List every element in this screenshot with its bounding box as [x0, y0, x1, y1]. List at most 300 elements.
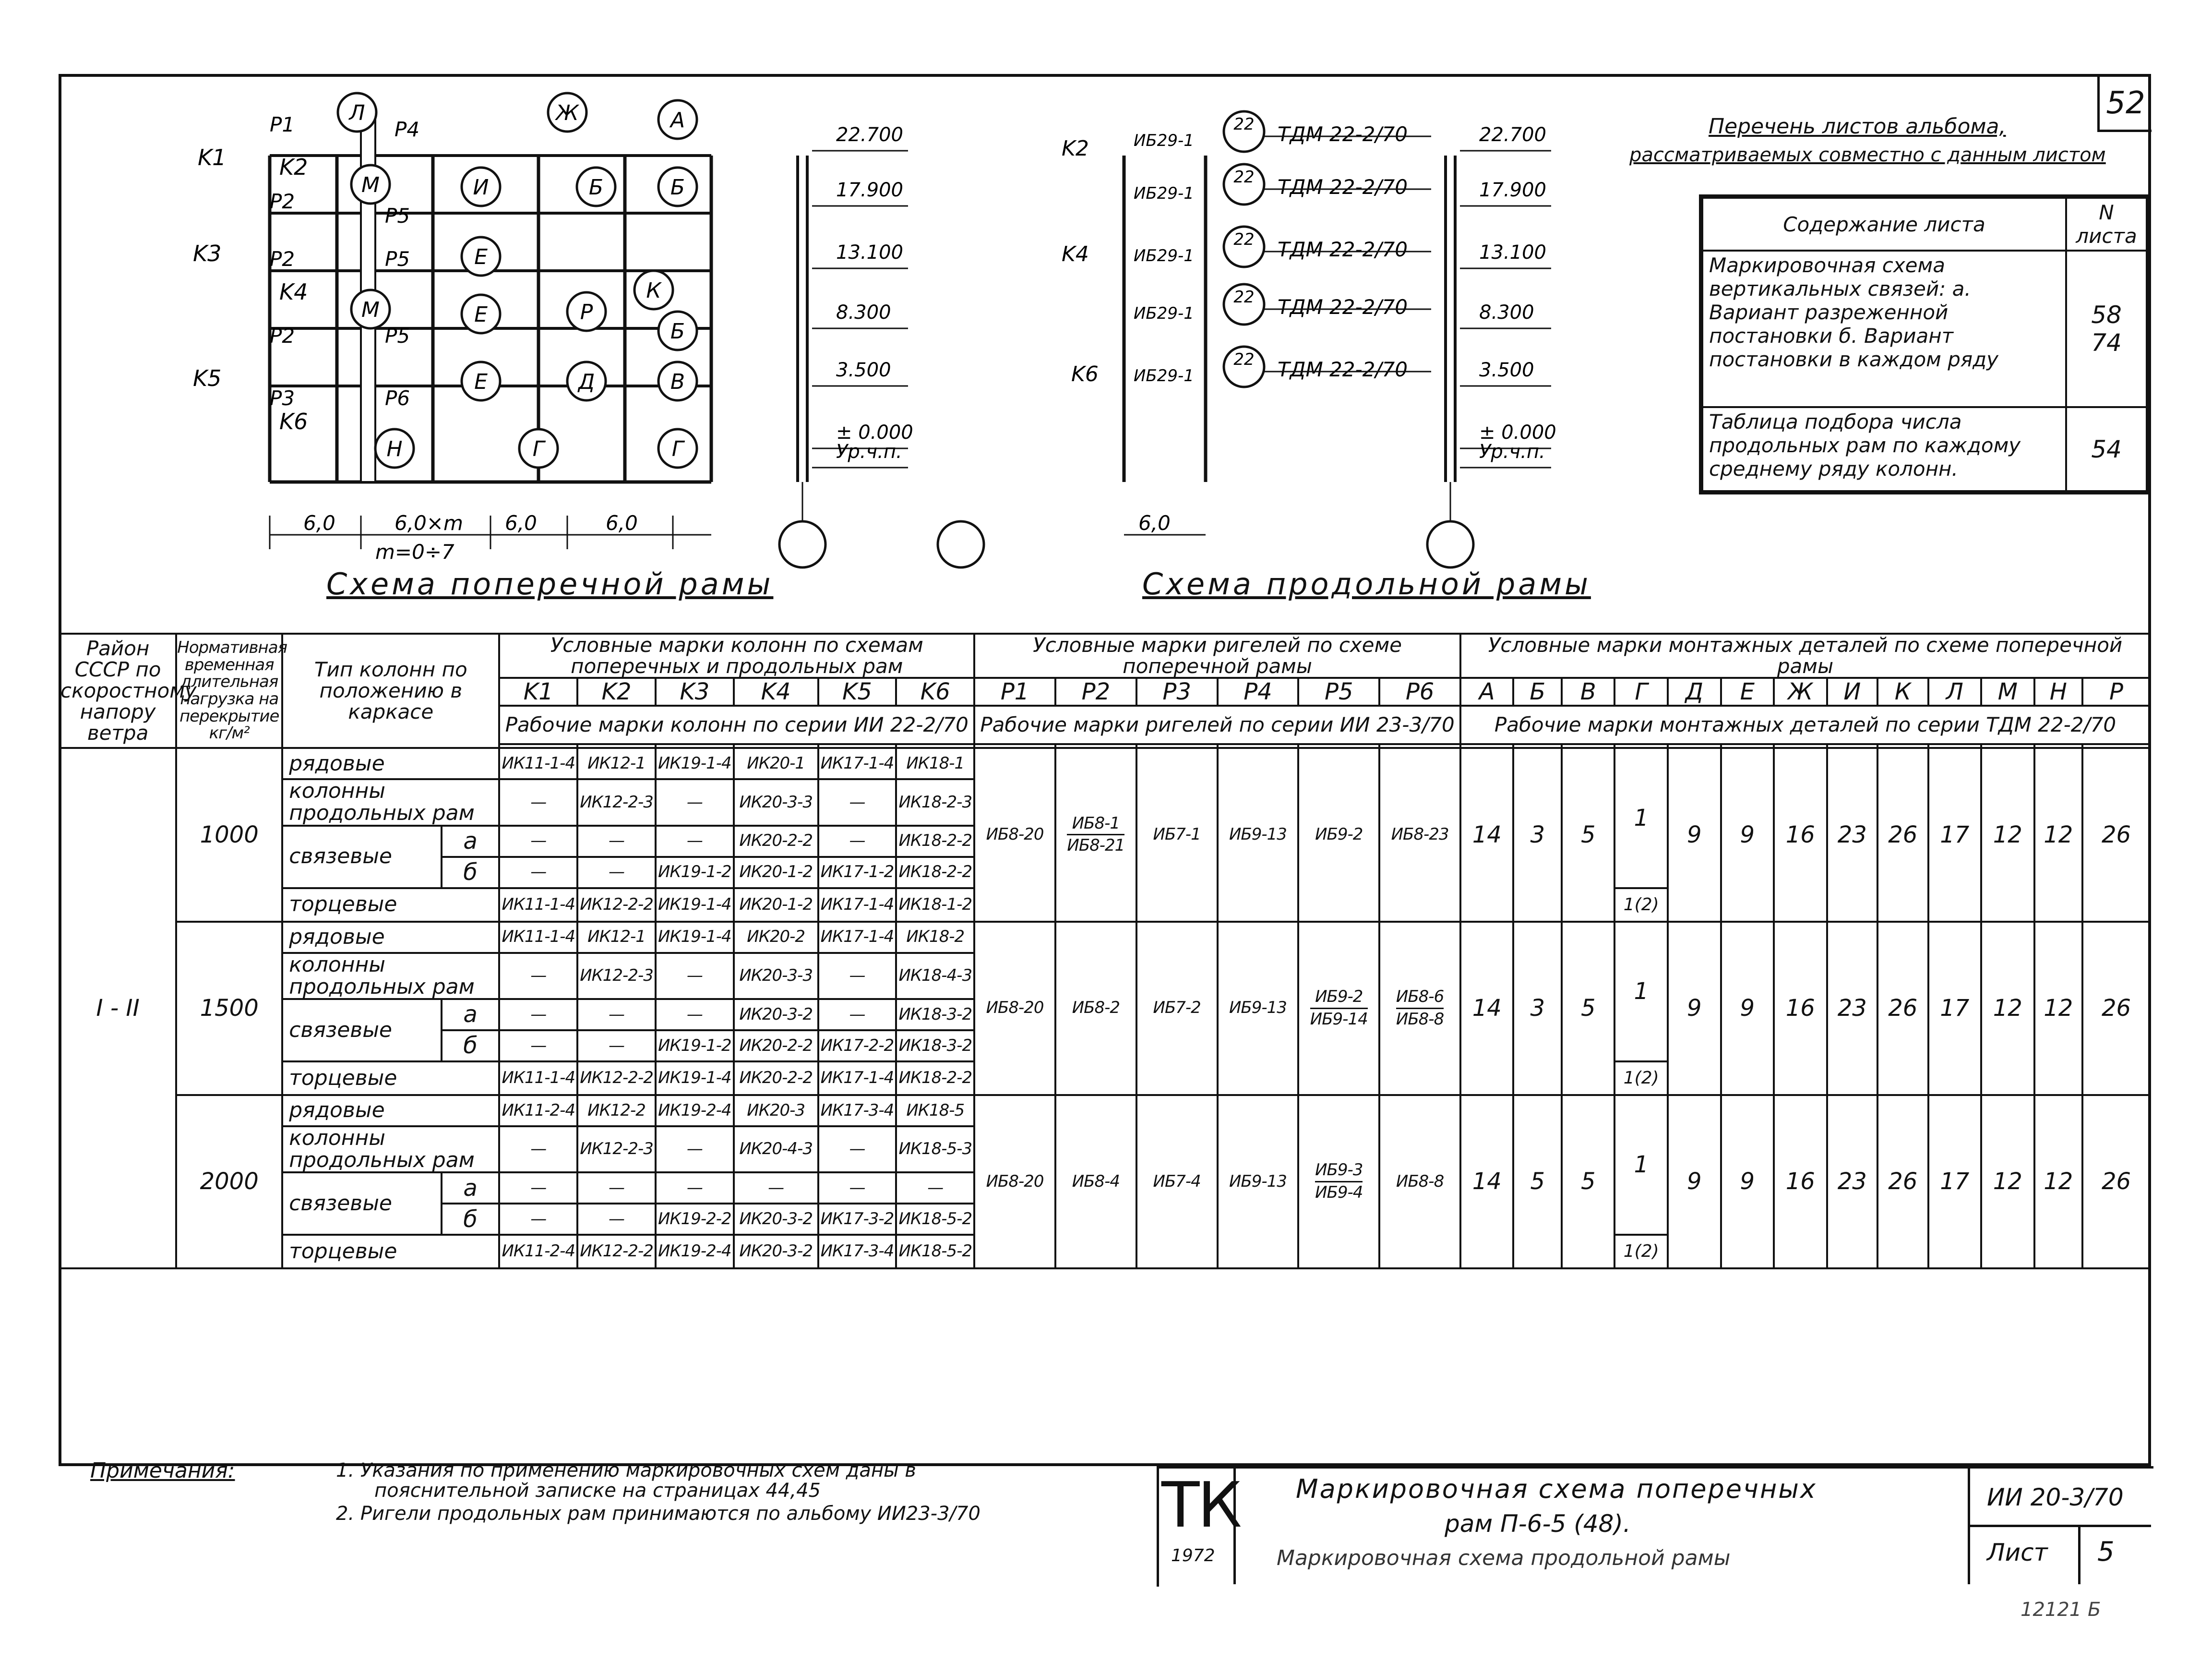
det-mark-cell: 26	[1877, 748, 1928, 921]
column-label-1: K2	[279, 154, 308, 180]
col-mark-cell: ИК19-1-2	[656, 1030, 734, 1061]
type-end: торцевые	[282, 1235, 499, 1268]
dimension-value-3: 6,0	[606, 511, 638, 535]
long-detail-num-2: 22	[1233, 230, 1255, 249]
beam-mark-cell: ИБ8-4	[1055, 1095, 1136, 1268]
det-key-4: Д	[1668, 678, 1721, 706]
beam-mark-cell: ИБ8-20	[974, 748, 1055, 921]
beam-mark-cell: ИБ8-20	[974, 1095, 1055, 1268]
load-1000: 1000	[176, 748, 282, 921]
spacer-cell	[1827, 744, 1878, 748]
det-key-9: Л	[1928, 678, 1982, 706]
beam-mark-denominator: ИБ9-4	[1315, 1183, 1363, 1203]
header-det-series: Рабочие марки монтажных деталей по серии ТДМ 22-2/70	[1460, 706, 2150, 744]
sheet-list-row-1-text: Маркировочная схема вертикальных связей: а. Вариант разреженной постановки б. Вариант постановки в каждом ряду	[1702, 251, 2066, 407]
det-mark-cell: 12	[1981, 922, 2034, 1095]
dimension-value-1: 6,0×m	[395, 511, 463, 535]
col-mark-cell: ИК12-2-3	[577, 953, 656, 999]
det-mark-cell: 26	[2082, 922, 2150, 1095]
transverse-elev-axis-circle	[779, 521, 825, 567]
col-mark-cell: ИК18-1	[896, 748, 974, 779]
beam-key-0: P1	[974, 678, 1055, 706]
det-mark-cell: 16	[1774, 748, 1827, 921]
beam-mark-cell: ИБ7-4	[1136, 1095, 1218, 1268]
det-mark-cell: 14	[1460, 1095, 1514, 1268]
rafter-label-5: P5	[385, 247, 410, 271]
long-column-label-0: K2	[1062, 136, 1089, 161]
det-key-6: Ж	[1774, 678, 1827, 706]
long-elev-axis-circle	[1427, 521, 1473, 567]
col-mark-cell: ИК19-1-4	[656, 922, 734, 953]
beam-mark-cell: ИБ8-8	[1379, 1095, 1460, 1268]
col-mark-cell: ИК17-1-4	[818, 888, 897, 922]
col-mark-cell: —	[818, 826, 897, 857]
det-mark-cell: 9	[1721, 748, 1774, 921]
transverse-axis-circle-2	[938, 521, 984, 567]
stamp-sheet-number: 5	[2097, 1536, 2115, 1567]
det-mark-cell: 16	[1774, 922, 1827, 1095]
beam-mark-cell: ИБ7-1	[1136, 748, 1218, 921]
beam-mark-denominator: ИБ8-8	[1396, 1009, 1444, 1029]
col-mark-cell: —	[577, 857, 656, 888]
sheet-list-col-content: Содержание листа	[1702, 198, 2066, 251]
det-mark-cell: 9	[1721, 922, 1774, 1095]
col-mark-cell: ИК12-2-3	[577, 779, 656, 825]
spacer-cell	[1218, 744, 1299, 748]
long-detail-num-4: 22	[1233, 350, 1255, 369]
col-mark-cell: ИК19-2-4	[656, 1095, 734, 1126]
detail-circle-label-15: Д	[578, 370, 595, 394]
col-key-0: K1	[499, 678, 577, 706]
det-key-7: И	[1827, 678, 1878, 706]
det-mark-cell: 5	[1513, 1095, 1561, 1268]
spacer-cell	[1721, 744, 1774, 748]
col-mark-cell: —	[499, 1172, 577, 1204]
type-row: рядовые	[282, 748, 499, 779]
det-mark-cell: 17	[1928, 1095, 1982, 1268]
type-tie: связевые	[282, 1172, 442, 1235]
tk-logo: ТК	[1161, 1469, 1240, 1542]
stamp-title-3: Маркировочная схема продольной рамы	[1277, 1546, 1731, 1570]
corner-sheet-number: 52	[2097, 77, 2152, 132]
rafter-label-1: P4	[395, 118, 420, 141]
long-dimension-value: 6,0	[1138, 511, 1171, 535]
beam-mark-numerator: ИБ8-6	[1396, 988, 1444, 1009]
transverse-elev-level-3: 8.300	[836, 301, 891, 324]
spacer-cell	[1774, 744, 1827, 748]
column-label-0: K1	[198, 145, 227, 170]
beam-mark-denominator: ИБ8-21	[1067, 836, 1125, 855]
det-mark-cell: 5	[1562, 1095, 1615, 1268]
beam-mark-cell: ИБ8-20	[974, 922, 1055, 1095]
spacer-cell	[734, 744, 818, 748]
stamp-year: 1972	[1171, 1546, 1215, 1566]
beam-key-2: P3	[1136, 678, 1218, 706]
det-mark-cell: 26	[2082, 1095, 2150, 1268]
det-mark-cell: 17	[1928, 748, 1982, 921]
det-key-1: Б	[1513, 678, 1561, 706]
detail-circle-label-12: К	[646, 278, 661, 303]
long-detail-label-1: ТДМ 22-2/70	[1278, 175, 1408, 199]
beam-mark-cell: ИБ9-13	[1218, 748, 1299, 921]
transverse-elev-level-0: 22.700	[836, 124, 903, 146]
stamp-divider-3	[1968, 1525, 2151, 1527]
det-mark-cell: 17	[1928, 922, 1982, 1095]
col-mark-cell: ИК19-2-4	[656, 1235, 734, 1268]
col-mark-cell: ИК19-1-4	[656, 888, 734, 922]
col-mark-cell: ИК18-1-2	[896, 888, 974, 922]
detail-circle-label-1: М	[361, 173, 380, 197]
header-beam-marks: Условные марки ригелей по схеме поперечной рамы	[974, 634, 1460, 678]
type-tie: связевые	[282, 999, 442, 1061]
col-mark-cell: ИК12-1	[577, 748, 656, 779]
beam-mark-denominator: ИБ9-14	[1310, 1009, 1368, 1029]
transverse-elev-level-2: 13.100	[836, 241, 903, 264]
detail-circle-label-14: Е	[474, 370, 488, 394]
det-mark-cell: 1	[1614, 922, 1668, 1061]
col-mark-cell: —	[577, 1204, 656, 1235]
caption-transverse: Схема поперечной рамы	[326, 566, 774, 602]
column-label-3: K4	[279, 279, 308, 305]
col-key-5: K6	[896, 678, 974, 706]
detail-circle-label-9: Б	[670, 175, 685, 200]
col-mark-cell: —	[896, 1172, 974, 1204]
col-key-1: K2	[577, 678, 656, 706]
beam-mark-cell: ИБ7-2	[1136, 922, 1218, 1095]
stamp-title-2: рам П-6-5 (48).	[1445, 1510, 1631, 1538]
col-mark-cell: —	[818, 999, 897, 1030]
beam-key-3: P4	[1218, 678, 1299, 706]
col-mark-cell: ИК12-2	[577, 1095, 656, 1126]
det-key-0: А	[1460, 678, 1514, 706]
col-mark-cell: ИК20-1-2	[734, 857, 818, 888]
det-mark-cell: 3	[1513, 922, 1561, 1095]
load-2000: 2000	[176, 1095, 282, 1268]
det-key-12: Р	[2082, 678, 2150, 706]
col-mark-cell: ИК18-5	[896, 1095, 974, 1126]
col-mark-cell: ИК18-3-2	[896, 999, 974, 1030]
col-mark-cell: ИК17-1-4	[818, 922, 897, 953]
long-elev-level-1: 17.900	[1479, 179, 1546, 201]
column-label-2: K3	[193, 241, 222, 266]
col-mark-cell: ИК17-2-2	[818, 1030, 897, 1061]
type-tie-a: а	[442, 826, 500, 857]
beam-mark-cell: ИБ9-13	[1218, 1095, 1299, 1268]
det-key-8: К	[1877, 678, 1928, 706]
g-note-cell: 1(2)	[1614, 888, 1668, 922]
col-mark-cell: ИК20-2-2	[734, 1061, 818, 1095]
det-mark-cell: 9	[1668, 922, 1721, 1095]
note-1-line-2: пояснительной записке на страницах 44,45	[374, 1480, 821, 1502]
spacer-cell	[1562, 744, 1615, 748]
spacer-cell	[2034, 744, 2082, 748]
longitudinal-frame-scheme	[1062, 111, 1556, 567]
col-mark-cell: ИК18-2-2	[896, 857, 974, 888]
det-mark-cell: 14	[1460, 922, 1514, 1095]
long-beam-label-3: ИБ29-1	[1134, 304, 1194, 323]
spacer-cell	[1877, 744, 1928, 748]
det-mark-cell: 3	[1513, 748, 1561, 921]
det-mark-cell: 12	[2034, 922, 2082, 1095]
note-2: 2. Ригели продольных рам принимаются по альбому ИИ23-3/70	[336, 1503, 980, 1525]
spacer-cell	[1981, 744, 2034, 748]
col-mark-cell: ИК17-3-4	[818, 1095, 897, 1126]
stamp-divider-4	[2078, 1525, 2080, 1584]
col-mark-cell: —	[499, 857, 577, 888]
det-mark-cell: 9	[1668, 1095, 1721, 1268]
type-tie-a: а	[442, 1172, 500, 1204]
spacer-cell	[1614, 744, 1668, 748]
long-detail-label-4: ТДМ 22-2/70	[1278, 358, 1408, 381]
stamp-sheet-label: Лист	[1987, 1539, 2048, 1566]
long-column-label-2: K6	[1071, 362, 1099, 386]
col-mark-cell: ИК11-2-4	[499, 1095, 577, 1126]
col-mark-cell: ИК17-3-4	[818, 1235, 897, 1268]
rafter-label-4: P2	[270, 247, 295, 271]
beam-key-4: P5	[1298, 678, 1379, 706]
col-mark-cell: —	[499, 1126, 577, 1172]
beam-mark-cell: ИБ9-13	[1218, 922, 1299, 1095]
detail-circle-label-16: В	[670, 370, 685, 394]
rafter-label-0: P1	[270, 113, 295, 136]
spacer-cell	[1513, 744, 1561, 748]
beam-mark-numerator: ИБ9-2	[1310, 988, 1368, 1009]
transverse-elev-level-6: Ур.ч.п.	[836, 441, 902, 463]
col-mark-cell: ИК17-1-4	[818, 1061, 897, 1095]
beam-mark-cell	[1298, 1095, 1379, 1268]
det-mark-cell: 1	[1614, 1095, 1668, 1235]
col-mark-cell: ИК11-2-4	[499, 1235, 577, 1268]
det-mark-cell: 16	[1774, 1095, 1827, 1268]
sheet-list-table	[1699, 194, 2150, 494]
col-mark-cell: —	[818, 1126, 897, 1172]
det-mark-cell: 12	[1981, 1095, 2034, 1268]
detail-circle-label-10: Е	[474, 302, 488, 327]
col-mark-cell: —	[499, 826, 577, 857]
spacer-cell	[1055, 744, 1136, 748]
transverse-frame-scheme	[193, 93, 984, 567]
load-1500: 1500	[176, 922, 282, 1095]
detail-circle-label-13: Б	[670, 319, 685, 344]
col-mark-cell: ИК11-1-4	[499, 888, 577, 922]
col-mark-cell: —	[499, 953, 577, 999]
spacer-cell	[1379, 744, 1460, 748]
stamp-title-1: Маркировочная схема поперечных	[1296, 1474, 1817, 1504]
col-mark-cell: —	[656, 826, 734, 857]
stamp-series: ИИ 20-3/70	[1987, 1483, 2124, 1511]
sheet-list-row-2-num: 54	[2066, 407, 2147, 491]
beam-mark-numerator: ИБ9-3	[1315, 1162, 1363, 1182]
long-beam-label-2: ИБ29-1	[1134, 246, 1194, 265]
detail-circle-label-4: Ж	[556, 101, 579, 125]
col-mark-cell: —	[656, 999, 734, 1030]
det-mark-cell: 23	[1827, 748, 1878, 921]
col-mark-cell: ИК20-3-2	[734, 1204, 818, 1235]
transverse-elev-level-5: ± 0.000	[836, 422, 913, 444]
detail-circle-label-3: Н	[386, 437, 403, 461]
marking-table	[59, 633, 2151, 1269]
type-end: торцевые	[282, 888, 499, 922]
col-mark-cell: ИК18-2-2	[896, 826, 974, 857]
col-mark-cell: ИК18-2-3	[896, 779, 974, 825]
sheet-list-row-1-num: 58 74	[2066, 251, 2147, 407]
col-mark-cell: ИК20-1-2	[734, 888, 818, 922]
type-end: торцевые	[282, 1061, 499, 1095]
long-detail-num-1: 22	[1233, 168, 1255, 187]
col-mark-cell: ИК20-1	[734, 748, 818, 779]
col-key-4: K5	[818, 678, 897, 706]
beam-mark-cell	[1298, 922, 1379, 1095]
long-beam-label-0: ИБ29-1	[1134, 131, 1194, 150]
det-mark-cell: 26	[1877, 922, 1928, 1095]
header-det-marks: Условные марки монтажных деталей по схеме поперечной рамы	[1460, 634, 2150, 678]
col-mark-cell: —	[656, 1126, 734, 1172]
long-elev-level-4: 3.500	[1479, 359, 1534, 381]
detail-circle-label-8: Е	[474, 245, 488, 269]
detail-circle-label-6: И	[473, 175, 489, 200]
long-column-label-1: K4	[1062, 242, 1089, 266]
type-long: колонны продольных рам	[282, 779, 499, 825]
long-detail-label-2: ТДМ 22-2/70	[1278, 238, 1408, 261]
g-note-cell: 1(2)	[1614, 1235, 1668, 1268]
spacer-cell	[1136, 744, 1218, 748]
type-tie-b: б	[442, 857, 500, 888]
col-mark-cell: —	[818, 779, 897, 825]
col-mark-cell: ИК11-1-4	[499, 1061, 577, 1095]
spacer-cell	[656, 744, 734, 748]
col-mark-cell: ИК20-2	[734, 922, 818, 953]
long-detail-label-0: ТДМ 22-2/70	[1278, 122, 1408, 146]
long-detail-label-3: ТДМ 22-2/70	[1278, 295, 1408, 319]
caption-longitudinal: Схема продольной рамы	[1142, 566, 1591, 602]
spacer-cell	[1928, 744, 1982, 748]
col-mark-cell: —	[656, 1172, 734, 1204]
header-load: Нормативная временная длительная нагрузка на перекрытие кг/м²	[176, 634, 282, 748]
det-key-5: Е	[1721, 678, 1774, 706]
det-key-11: Н	[2034, 678, 2082, 706]
column-label-5: K6	[279, 409, 308, 434]
col-mark-cell: ИК12-2-3	[577, 1126, 656, 1172]
rafter-label-9: P6	[385, 386, 410, 410]
col-mark-cell: ИК18-4-3	[896, 953, 974, 999]
header-col-series: Рабочие марки колонн по серии ИИ 22-2/70	[499, 706, 974, 744]
col-key-2: K3	[656, 678, 734, 706]
beam-key-1: P2	[1055, 678, 1136, 706]
rafter-label-7: P5	[385, 324, 410, 348]
detail-circle-label-17: Г	[532, 437, 545, 461]
col-mark-cell: ИК19-1-4	[656, 1061, 734, 1095]
detail-circle-label-7: Б	[588, 175, 604, 200]
col-mark-cell: —	[818, 1172, 897, 1204]
col-mark-cell: ИК18-5-2	[896, 1204, 974, 1235]
detail-circle-label-2: М	[361, 298, 380, 322]
col-mark-cell: ИК17-1-2	[818, 857, 897, 888]
det-mark-cell: 5	[1562, 748, 1615, 921]
sheet-list-title-2: рассматриваемых совместно с данным листом	[1629, 144, 2106, 166]
spacer-cell	[1298, 744, 1379, 748]
detail-circle-label-11: Р	[580, 300, 593, 325]
col-mark-cell: —	[734, 1172, 818, 1204]
col-mark-cell: ИК19-2-2	[656, 1204, 734, 1235]
corner-mark: 12121 Б	[2021, 1599, 2101, 1621]
table-row	[60, 634, 2150, 678]
col-mark-cell: ИК20-2-2	[734, 1030, 818, 1061]
transverse-elev-level-4: 3.500	[836, 359, 891, 381]
dimension-value-0: 6,0	[303, 511, 335, 535]
m-range: m=0÷7	[375, 540, 454, 564]
type-tie: связевые	[282, 826, 442, 888]
long-elev-level-5: ± 0.000	[1479, 422, 1556, 444]
spacer-cell	[499, 744, 577, 748]
col-mark-cell: ИК11-1-4	[499, 748, 577, 779]
table-row	[60, 1095, 2150, 1126]
spacer-cell	[896, 744, 974, 748]
col-mark-cell: ИК12-2-2	[577, 1235, 656, 1268]
col-mark-cell: ИК20-3-2	[734, 999, 818, 1030]
col-mark-cell: —	[577, 999, 656, 1030]
col-mark-cell: ИК11-1-4	[499, 922, 577, 953]
spacer-cell	[577, 744, 656, 748]
det-mark-cell: 12	[2034, 748, 2082, 921]
col-mark-cell: —	[577, 1172, 656, 1204]
type-row: рядовые	[282, 922, 499, 953]
detail-circle-label-5: А	[670, 108, 685, 132]
col-mark-cell: ИК17-1-4	[818, 748, 897, 779]
sheet-list-row-2-text: Таблица подбора числа продольных рам по каждому среднему ряду колонн.	[1702, 407, 2066, 491]
col-mark-cell: —	[499, 779, 577, 825]
det-mark-cell: 12	[1981, 748, 2034, 921]
det-key-10: М	[1981, 678, 2034, 706]
col-mark-cell: —	[577, 1030, 656, 1061]
col-mark-cell: ИК19-1-2	[656, 857, 734, 888]
det-mark-cell: 23	[1827, 922, 1878, 1095]
col-mark-cell: —	[577, 826, 656, 857]
spacer-cell	[818, 744, 897, 748]
sheet-list-col-num: N листа	[2066, 198, 2147, 251]
beam-mark-cell: ИБ8-23	[1379, 748, 1460, 921]
det-mark-cell: 26	[2082, 748, 2150, 921]
header-type: Тип колонн по положению в каркасе	[282, 634, 499, 748]
detail-circle-label-18: Г	[671, 437, 684, 461]
long-elev-level-6: Ур.ч.п.	[1479, 441, 1545, 463]
det-key-3: Г	[1614, 678, 1668, 706]
det-mark-cell: 1	[1614, 748, 1668, 888]
dimension-value-2: 6,0	[505, 511, 537, 535]
region-cell: I - II	[60, 748, 176, 1268]
det-mark-cell: 23	[1827, 1095, 1878, 1268]
type-long: колонны продольных рам	[282, 1126, 499, 1172]
type-long: колонны продольных рам	[282, 953, 499, 999]
g-note-cell: 1(2)	[1614, 1061, 1668, 1095]
header-beam-series: Рабочие марки ригелей по серии ИИ 23-3/70	[974, 706, 1460, 744]
notes-title: Примечания:	[90, 1458, 235, 1483]
beam-mark-numerator: ИБ8-1	[1067, 815, 1124, 836]
beam-mark-cell	[1379, 922, 1460, 1095]
long-elev-level-3: 8.300	[1479, 301, 1534, 324]
col-mark-cell: ИК18-3-2	[896, 1030, 974, 1061]
col-mark-cell: —	[818, 953, 897, 999]
col-mark-cell: ИК18-2-2	[896, 1061, 974, 1095]
det-mark-cell: 12	[2034, 1095, 2082, 1268]
long-elev-level-2: 13.100	[1479, 241, 1546, 264]
header-region: Район СССР по скоростному напору ветра	[60, 634, 176, 748]
table-row	[60, 922, 2150, 953]
long-beam-label-1: ИБ29-1	[1134, 184, 1194, 203]
col-mark-cell: —	[499, 1204, 577, 1235]
col-mark-cell: —	[656, 953, 734, 999]
col-mark-cell: ИК17-3-2	[818, 1204, 897, 1235]
spacer-cell	[2082, 744, 2150, 748]
